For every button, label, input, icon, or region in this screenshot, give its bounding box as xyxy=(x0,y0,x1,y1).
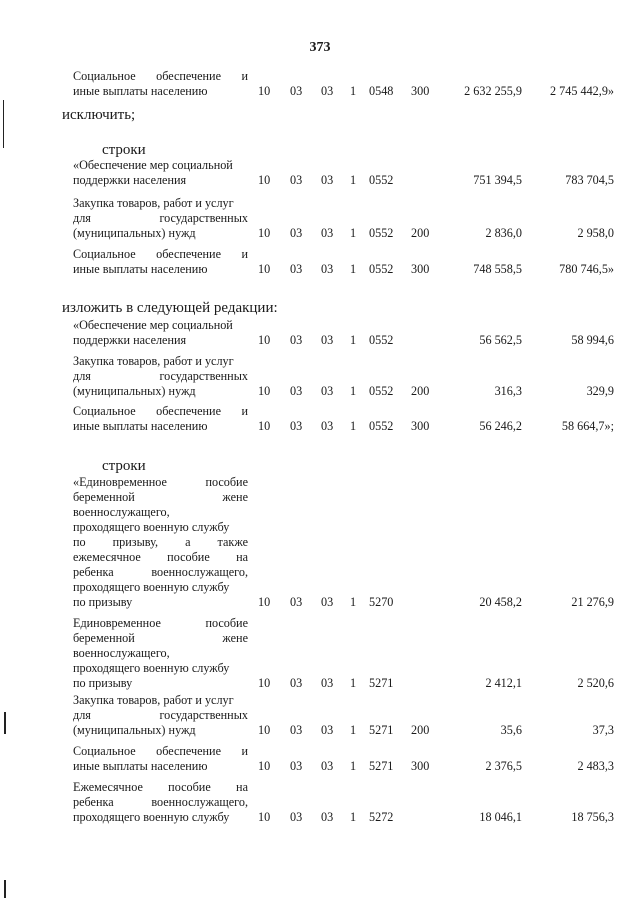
section-heading: исключить; xyxy=(62,107,136,123)
scan-mark-middle xyxy=(4,712,6,734)
description-line: поддержки населения xyxy=(73,173,187,187)
cell-target-article: 03 xyxy=(321,810,334,824)
cell-amount-year-1: 751 394,5 xyxy=(473,173,522,187)
cell-subsection: 03 xyxy=(290,84,303,98)
cell-program: 1 xyxy=(350,723,357,737)
cell-amount-year-1: 316,3 xyxy=(494,384,522,398)
cell-amount-year-2: 37,3 xyxy=(592,723,614,737)
cell-expense-item: 0552 xyxy=(369,262,394,276)
row-description xyxy=(73,318,248,348)
cell-amount-year-2: 783 704,5 xyxy=(565,173,614,187)
description-line: проходящего военную службу xyxy=(73,661,230,675)
cell-subsection: 03 xyxy=(290,384,303,398)
cell-amount-year-2: 2 483,3 xyxy=(577,759,614,773)
description-line: проходящего военную службу xyxy=(73,520,230,534)
cell-subsection: 03 xyxy=(290,419,303,433)
cell-subsection: 03 xyxy=(290,333,303,347)
cell-program: 1 xyxy=(350,759,357,773)
cell-amount-year-1: 20 458,2 xyxy=(479,595,522,609)
row-description xyxy=(73,693,248,738)
description-line: Социальное обеспечение и xyxy=(73,404,248,418)
cell-target-article: 03 xyxy=(321,384,334,398)
cell-amount-year-1: 2 376,5 xyxy=(485,759,522,773)
description-line: беременной жене xyxy=(73,490,248,504)
cell-program: 1 xyxy=(350,419,357,433)
description-line: для государственных xyxy=(73,369,248,383)
cell-section: 10 xyxy=(258,810,271,824)
description-line: (муниципальных) нужд xyxy=(73,723,196,737)
description-line: Социальное обеспечение и xyxy=(73,744,248,758)
cell-section: 10 xyxy=(258,759,271,773)
cell-expense-type: 300 xyxy=(411,262,430,276)
description-line: Единовременное пособие xyxy=(73,616,248,630)
description-line: иные выплаты населению xyxy=(73,759,208,773)
cell-amount-year-1: 18 046,1 xyxy=(479,810,522,824)
cell-expense-type: 200 xyxy=(411,384,430,398)
cell-subsection: 03 xyxy=(290,723,303,737)
row-description xyxy=(73,158,248,188)
description-line: по призыву xyxy=(73,595,133,609)
cell-subsection: 03 xyxy=(290,759,303,773)
cell-target-article: 03 xyxy=(321,419,334,433)
cell-subsection: 03 xyxy=(290,262,303,276)
cell-amount-year-2: 58 994,6 xyxy=(571,333,614,347)
description-line: «Обеспечение мер социальной xyxy=(73,318,233,332)
cell-subsection: 03 xyxy=(290,173,303,187)
scan-mark-bottom xyxy=(4,880,6,898)
description-line: «Единовременное пособие xyxy=(73,475,248,489)
cell-program: 1 xyxy=(350,262,357,276)
row-description xyxy=(73,616,248,691)
description-line: иные выплаты населению xyxy=(73,262,208,276)
description-line: Закупка товаров, работ и услуг xyxy=(73,196,234,210)
description-line: по призыву xyxy=(73,676,133,690)
cell-expense-item: 5271 xyxy=(369,676,394,690)
row-description xyxy=(73,196,248,241)
cell-expense-item: 0552 xyxy=(369,173,394,187)
description-line: Социальное обеспечение и xyxy=(73,247,248,261)
cell-section: 10 xyxy=(258,384,271,398)
cell-target-article: 03 xyxy=(321,333,334,347)
description-line: для государственных xyxy=(73,708,248,722)
cell-section: 10 xyxy=(258,595,271,609)
cell-amount-year-2: 2 520,6 xyxy=(577,676,614,690)
cell-expense-type: 200 xyxy=(411,723,430,737)
cell-section: 10 xyxy=(258,84,271,98)
cell-expense-item: 5271 xyxy=(369,759,394,773)
cell-amount-year-2: 21 276,9 xyxy=(571,595,614,609)
cell-section: 10 xyxy=(258,723,271,737)
cell-expense-type: 300 xyxy=(411,759,430,773)
description-line: ребенка военнослужащего, xyxy=(73,565,248,579)
cell-expense-item: 0552 xyxy=(369,226,394,240)
cell-subsection: 03 xyxy=(290,226,303,240)
cell-amount-year-1: 56 562,5 xyxy=(479,333,522,347)
cell-target-article: 03 xyxy=(321,595,334,609)
cell-target-article: 03 xyxy=(321,84,334,98)
row-description xyxy=(73,744,248,774)
cell-amount-year-1: 35,6 xyxy=(500,723,522,737)
cell-amount-year-2: 2 745 442,9» xyxy=(550,84,614,98)
cell-expense-item: 0552 xyxy=(369,333,394,347)
cell-expense-item: 0552 xyxy=(369,384,394,398)
page-number: 373 xyxy=(309,40,331,55)
cell-target-article: 03 xyxy=(321,759,334,773)
cell-section: 10 xyxy=(258,333,271,347)
cell-subsection: 03 xyxy=(290,595,303,609)
cell-section: 10 xyxy=(258,676,271,690)
cell-expense-item: 5271 xyxy=(369,723,394,737)
cell-subsection: 03 xyxy=(290,810,303,824)
cell-program: 1 xyxy=(350,810,357,824)
cell-expense-type: 300 xyxy=(411,419,430,433)
cell-program: 1 xyxy=(350,384,357,398)
cell-section: 10 xyxy=(258,226,271,240)
cell-expense-type: 200 xyxy=(411,226,430,240)
cell-amount-year-2: 18 756,3 xyxy=(571,810,614,824)
cell-amount-year-1: 748 558,5 xyxy=(473,262,522,276)
description-line: (муниципальных) нужд xyxy=(73,384,196,398)
cell-section: 10 xyxy=(258,419,271,433)
section-heading: изложить в следующей редакции: xyxy=(62,300,278,316)
description-line: Социальное обеспечение и xyxy=(73,69,248,83)
cell-amount-year-1: 2 412,1 xyxy=(485,676,522,690)
cell-expense-item: 0552 xyxy=(369,419,394,433)
row-description xyxy=(73,69,248,99)
cell-subsection: 03 xyxy=(290,676,303,690)
description-line: поддержки населения xyxy=(73,333,187,347)
section-heading: строки xyxy=(102,458,146,474)
description-line: Закупка товаров, работ и услуг xyxy=(73,693,234,707)
description-line: военнослужащего, xyxy=(73,505,170,519)
cell-target-article: 03 xyxy=(321,676,334,690)
cell-amount-year-1: 56 246,2 xyxy=(479,419,522,433)
description-line: (муниципальных) нужд xyxy=(73,226,196,240)
cell-target-article: 03 xyxy=(321,723,334,737)
cell-program: 1 xyxy=(350,173,357,187)
cell-target-article: 03 xyxy=(321,262,334,276)
scan-mark-top xyxy=(3,100,4,148)
description-line: проходящего военную службу xyxy=(73,580,230,594)
cell-amount-year-2: 58 664,7»; xyxy=(561,419,614,433)
description-line: Ежемесячное пособие на xyxy=(73,780,248,794)
cell-expense-item: 5272 xyxy=(369,810,394,824)
row-description xyxy=(73,247,248,277)
cell-expense-type: 300 xyxy=(411,84,430,98)
cell-program: 1 xyxy=(350,676,357,690)
description-line: для государственных xyxy=(73,211,248,225)
description-line: ежемесячное пособие на xyxy=(73,550,248,564)
cell-amount-year-1: 2 836,0 xyxy=(485,226,522,240)
description-line: Закупка товаров, работ и услуг xyxy=(73,354,234,368)
description-line: проходящего военную службу xyxy=(73,810,230,824)
cell-program: 1 xyxy=(350,84,357,98)
cell-amount-year-2: 2 958,0 xyxy=(577,226,614,240)
cell-target-article: 03 xyxy=(321,226,334,240)
row-description xyxy=(73,404,248,434)
description-line: военнослужащего, xyxy=(73,646,170,660)
cell-target-article: 03 xyxy=(321,173,334,187)
cell-program: 1 xyxy=(350,226,357,240)
description-line: по призыву, а также xyxy=(73,535,248,549)
cell-program: 1 xyxy=(350,595,357,609)
cell-expense-item: 5270 xyxy=(369,595,394,609)
description-line: беременной жене xyxy=(73,631,248,645)
row-description xyxy=(73,780,248,825)
description-line: «Обеспечение мер социальной xyxy=(73,158,233,172)
cell-section: 10 xyxy=(258,262,271,276)
section-heading: строки xyxy=(102,142,146,158)
cell-section: 10 xyxy=(258,173,271,187)
cell-program: 1 xyxy=(350,333,357,347)
description-line: иные выплаты населению xyxy=(73,419,208,433)
cell-expense-item: 0548 xyxy=(369,84,394,98)
cell-amount-year-2: 329,9 xyxy=(586,384,614,398)
description-line: ребенка военнослужащего, xyxy=(73,795,248,809)
row-description xyxy=(73,354,248,399)
description-line: иные выплаты населению xyxy=(73,84,208,98)
cell-amount-year-2: 780 746,5» xyxy=(559,262,614,276)
cell-amount-year-1: 2 632 255,9 xyxy=(464,84,522,98)
row-description xyxy=(73,475,248,610)
